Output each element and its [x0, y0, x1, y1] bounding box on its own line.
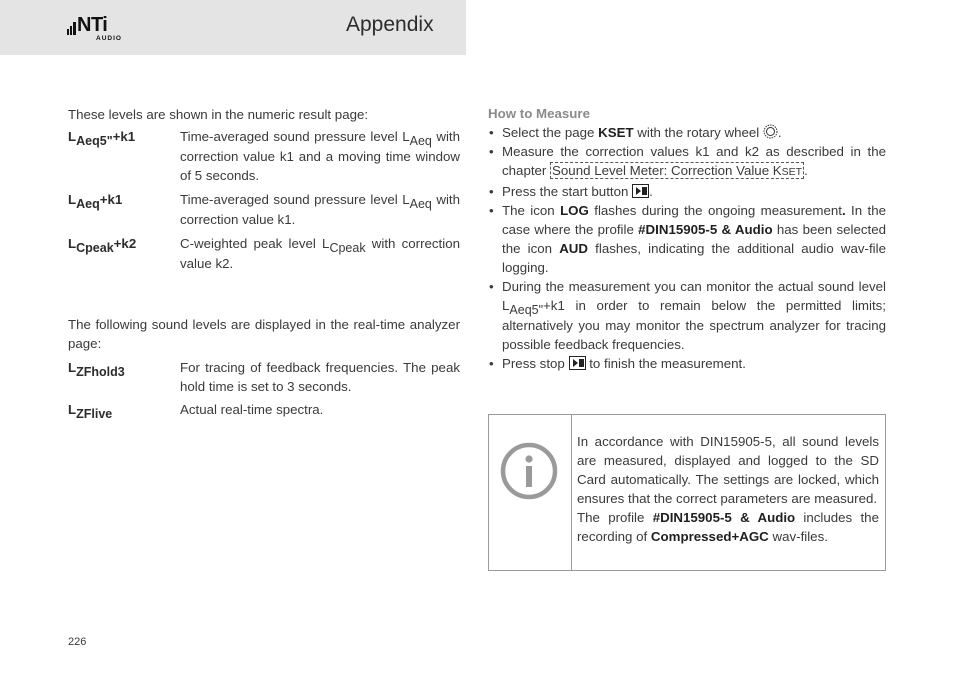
note-icon-cell	[489, 415, 572, 570]
rta-levels-list	[68, 358, 460, 424]
level-row	[68, 234, 460, 273]
level-term: LCpeak+k2	[68, 236, 137, 255]
list-item: • During the measurement you can monitor the actual sound level LAeq5"+k1 in order to remain below the permitted limits; alternatively you may monitor the spectrum analyzer for tracing possible feedback frequencies.	[488, 277, 886, 354]
level-term: LAeq+k1	[68, 192, 123, 211]
note-paragraph: The profile #DIN15905-5 & Audio includes the recording of Compressed+AGC wav-files.	[577, 510, 879, 544]
level-description: Time-averaged sound pressure level LAeq with correction value k1.	[180, 192, 460, 227]
list-item: • Select the page KSET with the rotary wheel .	[488, 123, 886, 142]
level-term: LAeq5"+k1	[68, 129, 136, 148]
numeric-levels-list	[68, 127, 460, 273]
nti-audio-logo	[67, 14, 129, 44]
measure-steps-list	[488, 123, 886, 373]
note-paragraph: In accordance with DIN15905-5, all sound levels are measured, displayed and logged to the SD Card automatically. The settings are locked, which ensures that the correct parameters are measured.	[577, 434, 879, 506]
level-description: For tracing of feedback frequencies. The peak hold time is set to 3 seconds.	[180, 360, 460, 394]
list-item: • The icon LOG flashes during the ongoing measurement. In the case where the profile #DIN15905-5 & Audio has been selected the icon AUD flashes, indicating the additional audio wav-file logging.	[488, 201, 886, 277]
rotary-wheel-icon	[763, 124, 778, 139]
list-item: • Press stop to finish the measurement.	[488, 354, 886, 373]
level-term: LZFhold3	[68, 360, 125, 379]
level-term: LZFlive	[68, 402, 113, 421]
rta-intro-text: The following sound levels are displayed in the real-time analyzer page:	[68, 317, 460, 351]
stop-button-icon	[569, 356, 586, 370]
level-row	[68, 127, 460, 185]
list-item: • Measure the correction values k1 and k2 as described in the chapter Sound Level Meter: Correction Value KSET .	[488, 142, 886, 182]
start-button-icon	[632, 184, 649, 198]
level-description: Time-averaged sound pressure level LAeq with correction value k1 and a moving time window of 5 seconds.	[180, 129, 460, 183]
level-row	[68, 190, 460, 229]
level-description: Actual real-time spectra.	[180, 402, 324, 417]
intro-text: These levels are shown in the numeric result page:	[68, 107, 369, 122]
logo-subtext: AUDIO	[96, 35, 122, 42]
level-row	[68, 400, 460, 420]
info-icon	[500, 442, 558, 500]
list-item: • Press the start button .	[488, 182, 886, 201]
info-note-box	[488, 414, 886, 571]
left-column	[68, 105, 461, 421]
right-column	[488, 104, 886, 373]
page-number: 226	[68, 636, 87, 648]
level-row	[68, 358, 460, 396]
page-title: Appendix	[346, 13, 434, 36]
logo-bars-icon	[67, 22, 77, 35]
logo-text: NTi	[77, 14, 108, 36]
section-title: How to Measure	[488, 106, 590, 121]
chapter-link[interactable]: Sound Level Meter: Correction Value KSET	[552, 163, 803, 178]
page-header	[0, 0, 466, 55]
note-text	[577, 432, 879, 546]
level-description: C-weighted peak level LCpeak with correction value k2.	[180, 236, 461, 271]
